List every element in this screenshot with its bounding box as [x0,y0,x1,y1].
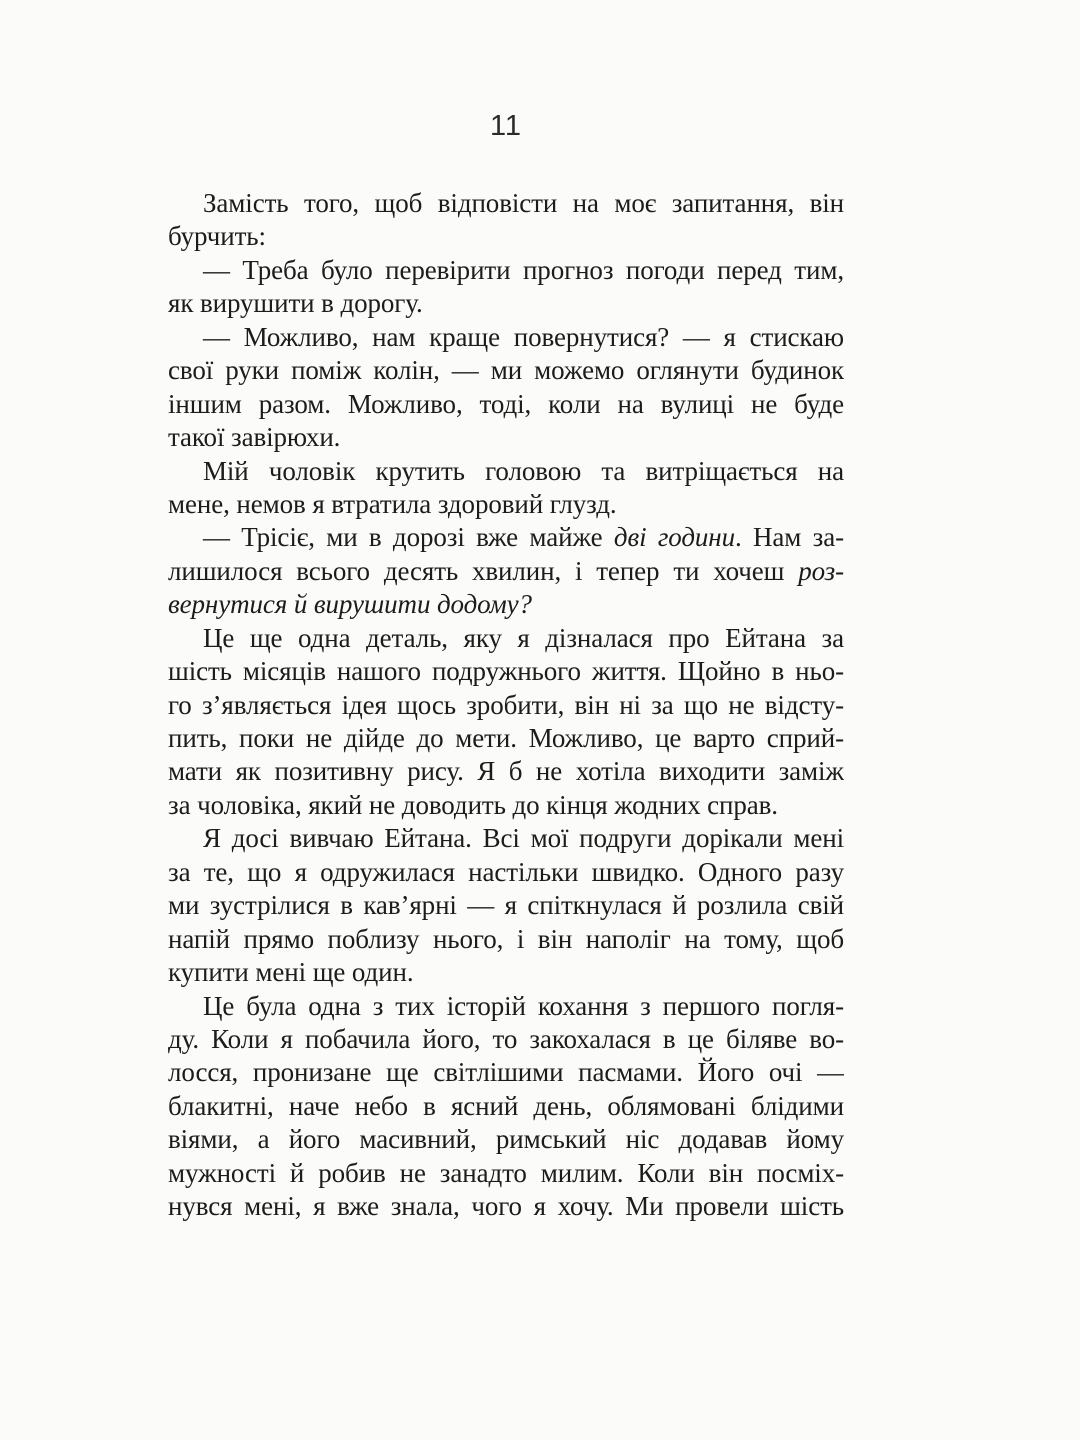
text-run: бурчить: [168,221,266,252]
page-number: 11 [489,110,523,142]
text-run: Я досі вивчаю Ейтана. Всі мої подруги дорікали мені [203,823,844,854]
text-run: — Треба було перевірити прогноз погоди перед тим, [203,254,844,285]
text-run: пить, поки не дійде до мети. Можливо, це варто сприй- [168,723,844,753]
text-line [168,588,844,621]
text-run: блакитні, наче небо в ясний день, облямовані блідими [168,1090,844,1121]
text-line [168,789,844,822]
text-run: лишилося всього десять хвилин, і тепер ти хочеш [168,555,799,586]
text-run: Замість того, щоб відповісти на моє запитання, він [203,188,844,218]
text-line [168,455,844,488]
text-run: такої завірюхи. [168,422,341,453]
text-run: го з’являється ідея щось зробити, він ні за що не відсту- [168,689,844,720]
text-run: іншим разом. Можливо, тоді, коли на вулиці не буде [168,388,844,419]
text-run: — Можливо, нам краще повернутися? — я стискаю [203,321,844,352]
text-line [168,1023,844,1056]
text-run: віями, а його масивний, римський ніс додавав йому [168,1124,844,1155]
text-run: нувся мені, я вже знала, чого я хочу. Ми провели шість [168,1191,844,1222]
text-run: ду. Коли я побачила його, то закохалася в це біляве во- [168,1023,844,1054]
text-run: Це ще одна деталь, яку я дізналася про Ейтана за [203,622,844,653]
text-line [168,755,844,788]
text-line [168,889,844,922]
body-text [168,187,844,1224]
text-run: як вирушити в дорогу. [168,288,423,319]
text-run: шість місяців нашого подружнього життя. Щойно в ньо- [168,656,844,687]
text-line [168,521,844,554]
text-line [168,856,844,889]
text-line [168,321,844,354]
text-run: мене, немов я втратила здоровий глузд. [168,488,617,519]
text-line [168,1190,844,1223]
text-line [168,354,844,387]
text-line [168,187,844,220]
text-run: купити мені ще один. [168,957,414,988]
text-run: за чоловіка, який не доводить до кінця жодних справ. [168,789,778,820]
text-run: Мій чоловік крутить головою та витріщається на [203,455,844,486]
text-line [168,655,844,688]
text-line [168,254,844,287]
text-line [168,287,844,320]
italic-text-run: вернутися й вирушити додому? [168,589,532,620]
text-line [168,722,844,755]
text-run: свої руки поміж колін, — ми можемо оглянути будинок [168,355,844,386]
text-line [168,1056,844,1089]
text-line [168,923,844,956]
text-run: мужності й робив не занадто милим. Коли він посміх- [168,1157,844,1188]
text-run: лосся, пронизане ще світлішими пасмами. Його очі — [168,1057,844,1088]
text-run: — Трісіє, ми в дорозі вже майже [203,522,614,553]
italic-text-run: роз- [798,555,844,586]
text-line [168,220,844,253]
text-line [168,990,844,1023]
text-line [168,956,844,989]
text-line [168,488,844,521]
text-line [168,689,844,722]
italic-text-run: дві години [613,522,735,553]
text-line [168,822,844,855]
text-line [168,1123,844,1156]
text-run: . Нам за- [735,522,844,553]
text-run: ми зустрілися в кав’ярні — я спіткнулася й розлила свій [168,890,844,921]
text-run: напій прямо поблизу нього, і він наполіг на тому, щоб [168,923,844,954]
text-line [168,1090,844,1123]
text-line [168,388,844,421]
text-line [168,421,844,454]
text-run: мати як позитивну рису. Я б не хотіла виходити заміж [168,756,844,787]
text-run: Це була одна з тих історій кохання з першого погля- [203,990,844,1021]
text-line [168,555,844,588]
text-line [168,1157,844,1190]
text-run: за те, що я одружилася настільки швидко. Одного разу [168,856,844,887]
text-line [168,622,844,655]
